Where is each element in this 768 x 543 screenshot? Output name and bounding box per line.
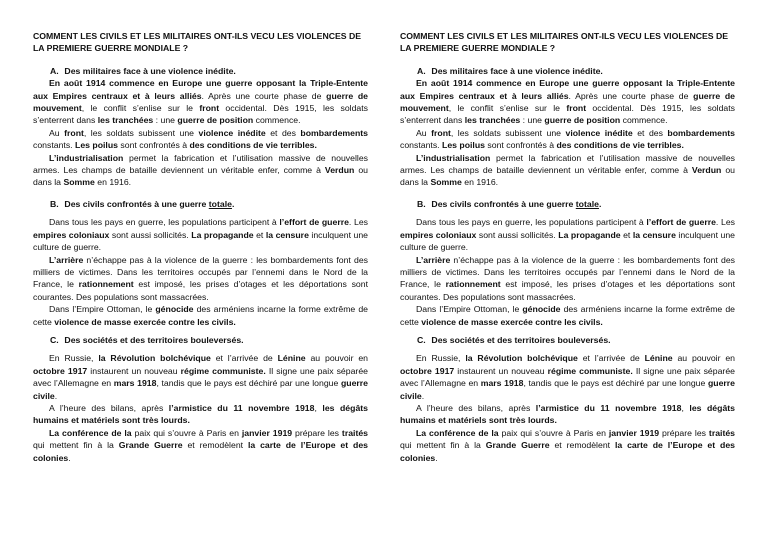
section-b-title: Des civils confrontés à une guerre totale.: [431, 198, 602, 209]
section-a-heading: [400, 65, 735, 77]
section-a-paragraph-2: Au front, les soldats subissent une violence inédite et des bombardements constants. Les poilus sont confrontés à des conditions de vie terribles.: [400, 127, 736, 151]
section-c-paragraph-3: La conférence de la paix qui s’ouvre à Paris en janvier 1919 prépare les traités qui mettent fin à la Grande Guerre et remodèlent la carte de l’Europe et des colonies.: [400, 427, 735, 463]
section-a-title: Des militaires face à une violence inédite.: [64, 65, 236, 76]
section-c-paragraph-3: La conférence de la paix qui s’ouvre à Paris en janvier 1919 prépare les traités qui mettent fin à la Grande Guerre et remodèlent la carte de l’Europe et des colonies.: [33, 427, 368, 463]
text-column-right: [400, 30, 735, 464]
section-b-letter: B.: [50, 198, 59, 209]
section-c-paragraph-1: En Russie, la Révolution bolchévique et l’arrivée de Lénine au pouvoir en octobre 1917 instaurent un nouveau régime communiste. Il signe une paix séparée avec l’Allemagne en mars 1918, tandis que le pays est déchiré par une longue guerre civile.: [400, 353, 735, 401]
section-c-title: Des sociétés et des territoires bouleversés.: [431, 334, 611, 345]
section-a-title: Des militaires face à une violence inédite.: [431, 65, 603, 76]
section-b-paragraph-2: L’arrière n’échappe pas à la violence de la guerre : les bombardements font des milliers de victimes. Dans les territoires occupés par l’ennemi dans le Nord de la France, le rationnement est imposé, les prises d’otages et les déportations sont courantes. Des populations sont massacrées.: [400, 254, 735, 302]
section-b-heading: [33, 198, 368, 210]
section-a-paragraph-3: L’industrialisation permet la fabrication et l’utilisation massive de nouvelles armes. Les champs de bataille deviennent un véritable enfer, comme à Verdun ou dans la Somme en 1916.: [33, 152, 368, 188]
section-c-title: Des sociétés et des territoires bouleversés.: [64, 334, 244, 345]
section-c-letter: C.: [417, 334, 426, 345]
text-column-left: [33, 30, 368, 464]
section-b-paragraph-1: Dans tous les pays en guerre, les populations participent à l’effort de guerre. Les empires coloniaux sont aussi sollicités. La propagande et la censure inculquent une culture de guerre.: [33, 217, 369, 253]
section-a-letter: A.: [50, 65, 59, 76]
section-c-paragraph-2: A l’heure des bilans, après l’armistice du 11 novembre 1918, les dégâts humains et matériels sont très lourds.: [400, 402, 735, 426]
section-a-paragraph-3: L’industrialisation permet la fabrication et l’utilisation massive de nouvelles armes. Les champs de bataille deviennent un véritable enfer, comme à Verdun ou dans la Somme en 1916.: [400, 152, 735, 188]
section-c-paragraph-2: A l’heure des bilans, après l’armistice du 11 novembre 1918, les dégâts humains et matériels sont très lourds.: [33, 402, 368, 426]
section-b-heading: [400, 198, 735, 210]
document-title: COMMENT LES CIVILS ET LES MILITAIRES ONT-ILS VECU LES VIOLENCES DE LA PREMIERE GUERRE MONDIALE ?: [400, 31, 729, 54]
section-a-paragraph-1: En août 1914 commence en Europe une guerre opposant la Triple-Entente aux Empires centraux et à leurs alliés. Après une courte phase de guerre de mouvement, le conflit s’enlise sur le front occidental. Dès 1915, les soldats s’enterrent dans les tranchées : une guerre de position commence.: [400, 78, 736, 126]
section-c-letter: C.: [50, 334, 59, 345]
section-b-paragraph-2: L’arrière n’échappe pas à la violence de la guerre : les bombardements font des milliers de victimes. Dans les territoires occupés par l’ennemi dans le Nord de la France, le rationnement est imposé, les prises d’otages et les déportations sont courantes. Des populations sont massacrées.: [33, 254, 368, 302]
section-c-heading: [400, 334, 735, 346]
section-a-paragraph-1: En août 1914 commence en Europe une guerre opposant la Triple-Entente aux Empires centraux et à leurs alliés. Après une courte phase de guerre de mouvement, le conflit s’enlise sur le front occidental. Dès 1915, les soldats s’enterrent dans les tranchées : une guerre de position commence.: [33, 78, 369, 126]
section-b-paragraph-3: Dans l’Empire Ottoman, le génocide des arméniens incarne la forme extrême de cette violence de masse exercée contre les civils.: [33, 304, 368, 327]
section-a-heading: [33, 65, 368, 77]
section-b-title: Des civils confrontés à une guerre totale.: [64, 198, 235, 209]
section-b-paragraph-1: Dans tous les pays en guerre, les populations participent à l’effort de guerre. Les empires coloniaux sont aussi sollicités. La propagande et la censure inculquent une culture de guerre.: [400, 217, 736, 253]
section-c-paragraph-1: En Russie, la Révolution bolchévique et l’arrivée de Lénine au pouvoir en octobre 1917 instaurent un nouveau régime communiste. Il signe une paix séparée avec l’Allemagne en mars 1918, tandis que le pays est déchiré par une longue guerre civile.: [33, 353, 368, 401]
section-c-heading: [33, 334, 368, 346]
document-title: COMMENT LES CIVILS ET LES MILITAIRES ONT-ILS VECU LES VIOLENCES DE LA PREMIERE GUERRE MONDIALE ?: [33, 31, 362, 54]
section-b-paragraph-3: Dans l’Empire Ottoman, le génocide des arméniens incarne la forme extrême de cette violence de masse exercée contre les civils.: [400, 304, 735, 327]
section-a-letter: A.: [417, 65, 426, 76]
section-b-letter: B.: [417, 198, 426, 209]
section-a-paragraph-2: Au front, les soldats subissent une violence inédite et des bombardements constants. Les poilus sont confrontés à des conditions de vie terribles.: [33, 127, 369, 151]
